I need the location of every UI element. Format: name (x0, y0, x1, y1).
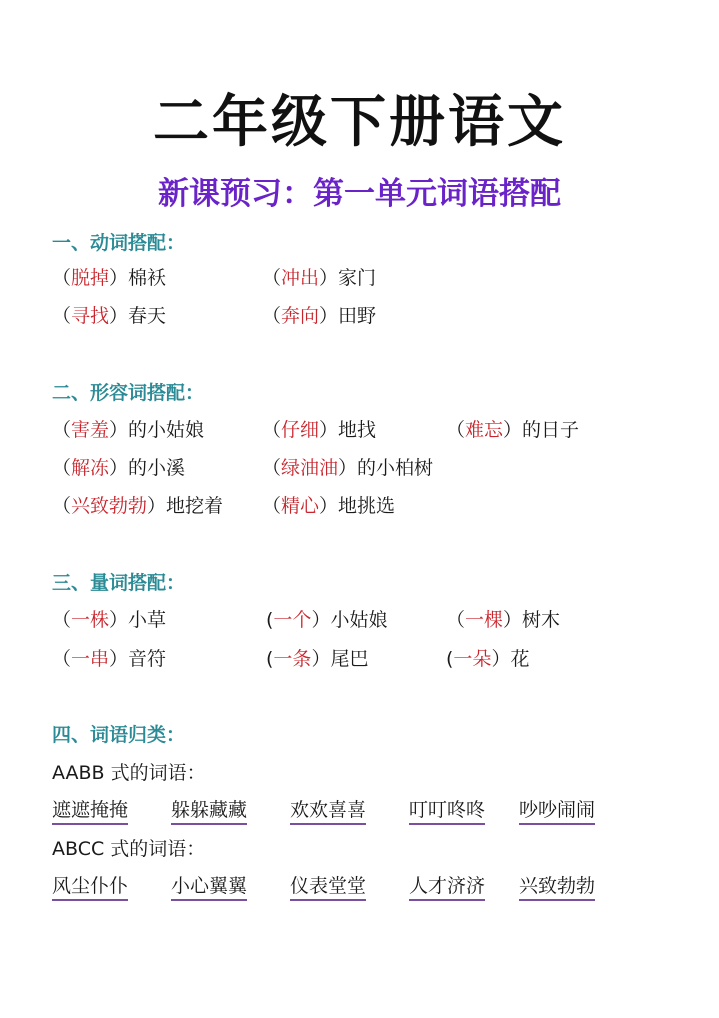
aabb-word: 欢欢喜喜 (290, 795, 366, 825)
section-heading-verbs: 一、动词搭配： (52, 232, 186, 254)
verb-item: （冲出）家门 (262, 267, 377, 289)
abcc-word: 人才济济 (409, 871, 485, 901)
measure-item: （一棵）树木 (446, 609, 561, 631)
abcc-word: 小心翼翼 (171, 871, 247, 901)
adjective-item: （仔细）地找 (262, 419, 377, 441)
adjective-item: （绿油油）的小柏树 (262, 457, 434, 479)
aabb-word: 躲躲藏藏 (171, 795, 247, 825)
measure-item: (一条）尾巴 (266, 648, 369, 670)
section-heading-adjectives: 二、形容词搭配： (52, 382, 205, 404)
aabb-word: 吵吵闹闹 (519, 795, 595, 825)
measure-item: (一朵）花 (446, 648, 530, 670)
page-subtitle: 新课预习：第一单元词语搭配 (158, 176, 561, 212)
verb-item: （奔向）田野 (262, 305, 377, 327)
measure-item: （一串）音符 (52, 648, 167, 670)
abcc-word: 仪表堂堂 (290, 871, 366, 901)
adjective-item: （兴致勃勃）地挖着 (52, 495, 224, 517)
abcc-word: 兴致勃勃 (519, 871, 595, 901)
verb-item: （寻找）春天 (52, 305, 167, 327)
adjective-item: （难忘）的日子 (446, 419, 580, 441)
measure-item: （一株）小草 (52, 609, 167, 631)
adjective-item: （精心）地挑选 (262, 495, 396, 517)
verb-item: （脱掉）棉袄 (52, 267, 167, 289)
adjective-item: （解冻）的小溪 (52, 457, 186, 479)
adjective-item: （害羞）的小姑娘 (52, 419, 205, 441)
aabb-word: 叮叮咚咚 (409, 795, 485, 825)
measure-item: (一个）小姑娘 (266, 609, 388, 631)
abcc-label: ABCC 式的词语： (52, 838, 206, 860)
section-heading-measure-words: 三、量词搭配： (52, 572, 186, 594)
page-title: 二年级下册语文 (153, 90, 566, 155)
aabb-word: 遮遮掩掩 (52, 795, 128, 825)
section-heading-classification: 四、词语归类： (52, 724, 186, 746)
aabb-label: AABB 式的词语： (52, 762, 206, 784)
abcc-word: 风尘仆仆 (52, 871, 128, 901)
